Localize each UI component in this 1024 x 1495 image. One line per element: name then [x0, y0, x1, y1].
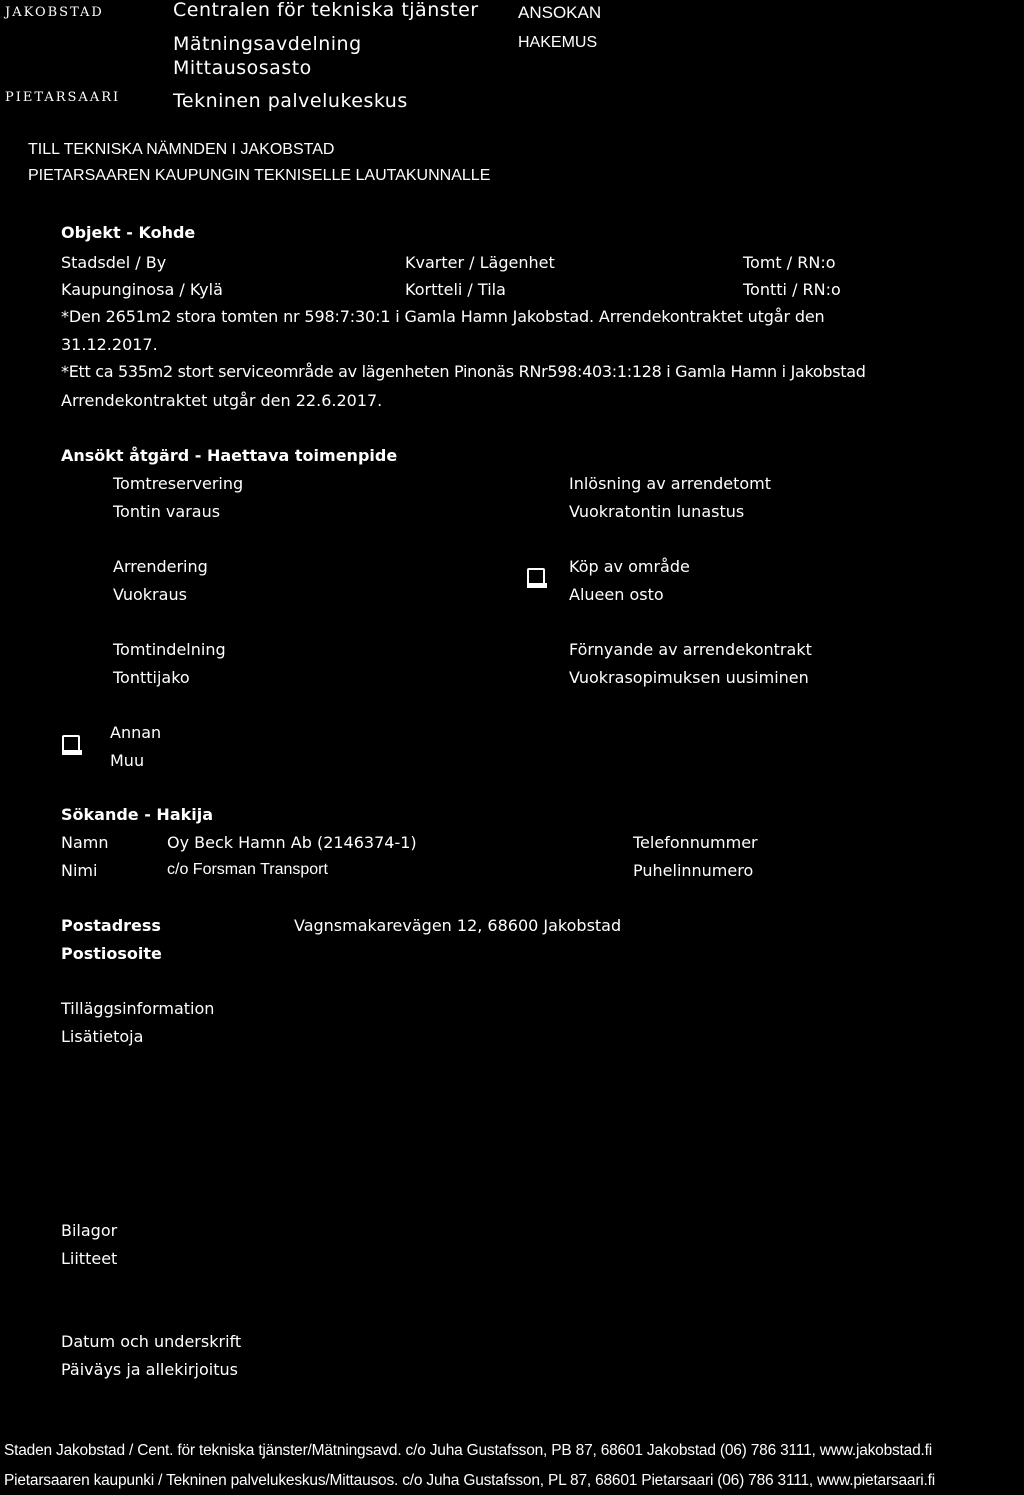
- phone-label-sv: Telefonnummer: [633, 833, 758, 852]
- object-description-1: *Den 2651m2 stora tomten nr 598:7:30:1 i Gamla Hamn Jakobstad. Arrendekontraktet utgår den: [61, 307, 825, 326]
- option-other-sv: Annan: [110, 723, 162, 742]
- other-checkbox[interactable]: [62, 735, 80, 753]
- option-redemption-fi: Vuokratontin lunastus: [569, 502, 745, 521]
- unit-fi: Mittausosasto: [173, 57, 312, 79]
- attachments-label-fi: Liitteet: [61, 1249, 118, 1268]
- option-division-fi: Tonttijako: [113, 668, 190, 687]
- signature-label-fi: Päiväys ja allekirjoitus: [61, 1360, 238, 1379]
- option-purchase-sv: Köp av område: [569, 557, 690, 576]
- applicant-name: Oy Beck Hamn Ab (2146374-1): [167, 833, 417, 852]
- block-label-fi: Kortteli / Tila: [405, 280, 506, 299]
- doc-type-sv: ANSOKAN: [518, 3, 602, 22]
- name-label-fi: Nimi: [61, 861, 98, 880]
- district-label-sv: Stadsdel / By: [61, 253, 167, 272]
- dept-fi: Tekninen palvelukeskus: [173, 90, 408, 112]
- object-description-2: *Ett ca 535m2 stort serviceområde av lägenheten Pinonäs RNr598:403:1:128 i Gamla Hamn i Jakobstad: [61, 362, 866, 381]
- option-division-sv: Tomtindelning: [113, 640, 226, 659]
- additional-info-label-fi: Lisätietoja: [61, 1027, 144, 1046]
- address-value: Vagnsmakarevägen 12, 68600 Jakobstad: [294, 916, 622, 935]
- object-description-1-cont: 31.12.2017.: [61, 335, 158, 354]
- option-reservation-fi: Tontin varaus: [113, 502, 221, 521]
- option-renewal-sv: Förnyande av arrendekontrakt: [569, 640, 812, 659]
- recipient-line-2: PIETARSAAREN KAUPUNGIN TEKNISELLE LAUTAKUNNALLE: [28, 167, 491, 184]
- phone-label-fi: Puhelinnumero: [633, 861, 754, 880]
- city-name-fi: PIETARSAARI: [5, 90, 121, 105]
- option-redemption-sv: Inlösning av arrendetomt: [569, 474, 771, 493]
- address-label-sv: Postadress: [61, 916, 161, 935]
- city-name-sv: JAKOBSTAD: [5, 5, 104, 20]
- unit-sv: Mätningsavdelning: [173, 33, 362, 55]
- name-label-sv: Namn: [61, 833, 109, 852]
- additional-info-label-sv: Tilläggsinformation: [61, 999, 215, 1018]
- footer-line-sv: Staden Jakobstad / Cent. för tekniska tjänster/Mätningsavd. c/o Juha Gustafsson, PB 87, 68601 Jakobstad (06) 786 3111, www.jakobstad.fi: [4, 1442, 932, 1459]
- action-section-title: Ansökt åtgärd - Haettava toimenpide: [61, 446, 398, 465]
- signature-label-sv: Datum och underskrift: [61, 1332, 242, 1351]
- doc-type-fi: HAKEMUS: [518, 34, 598, 51]
- option-renewal-fi: Vuokrasopimuksen uusiminen: [569, 668, 809, 687]
- option-lease-sv: Arrendering: [113, 557, 208, 576]
- district-label-fi: Kaupunginosa / Kylä: [61, 280, 223, 299]
- applicant-name-co: c/o Forsman Transport: [167, 861, 328, 878]
- purchase-checkbox[interactable]: [527, 568, 545, 586]
- option-lease-fi: Vuokraus: [113, 585, 187, 604]
- object-section-title: Objekt - Kohde: [61, 223, 196, 242]
- block-label-sv: Kvarter / Lägenhet: [405, 253, 555, 272]
- recipient-line-1: TILL TEKNISKA NÄMNDEN I JAKOBSTAD: [28, 141, 335, 158]
- option-other-fi: Muu: [110, 751, 145, 770]
- option-reservation-sv: Tomtreservering: [113, 474, 244, 493]
- object-description-2-cont: Arrendekontraktet utgår den 22.6.2017.: [61, 391, 383, 410]
- address-label-fi: Postiosoite: [61, 944, 162, 963]
- attachments-label-sv: Bilagor: [61, 1221, 118, 1240]
- plot-label-fi: Tontti / RN:o: [743, 280, 841, 299]
- dept-sv: Centralen för tekniska tjänster: [173, 0, 479, 21]
- option-purchase-fi: Alueen osto: [569, 585, 664, 604]
- applicant-section-title: Sökande - Hakija: [61, 805, 214, 824]
- footer-line-fi: Pietarsaaren kaupunki / Tekninen palvelukeskus/Mittausos. c/o Juha Gustafsson, PL 87, 68601 Pietarsaari (06) 786 3111, www.pietarsaari.fi: [4, 1472, 935, 1489]
- plot-label-sv: Tomt / RN:o: [743, 253, 836, 272]
